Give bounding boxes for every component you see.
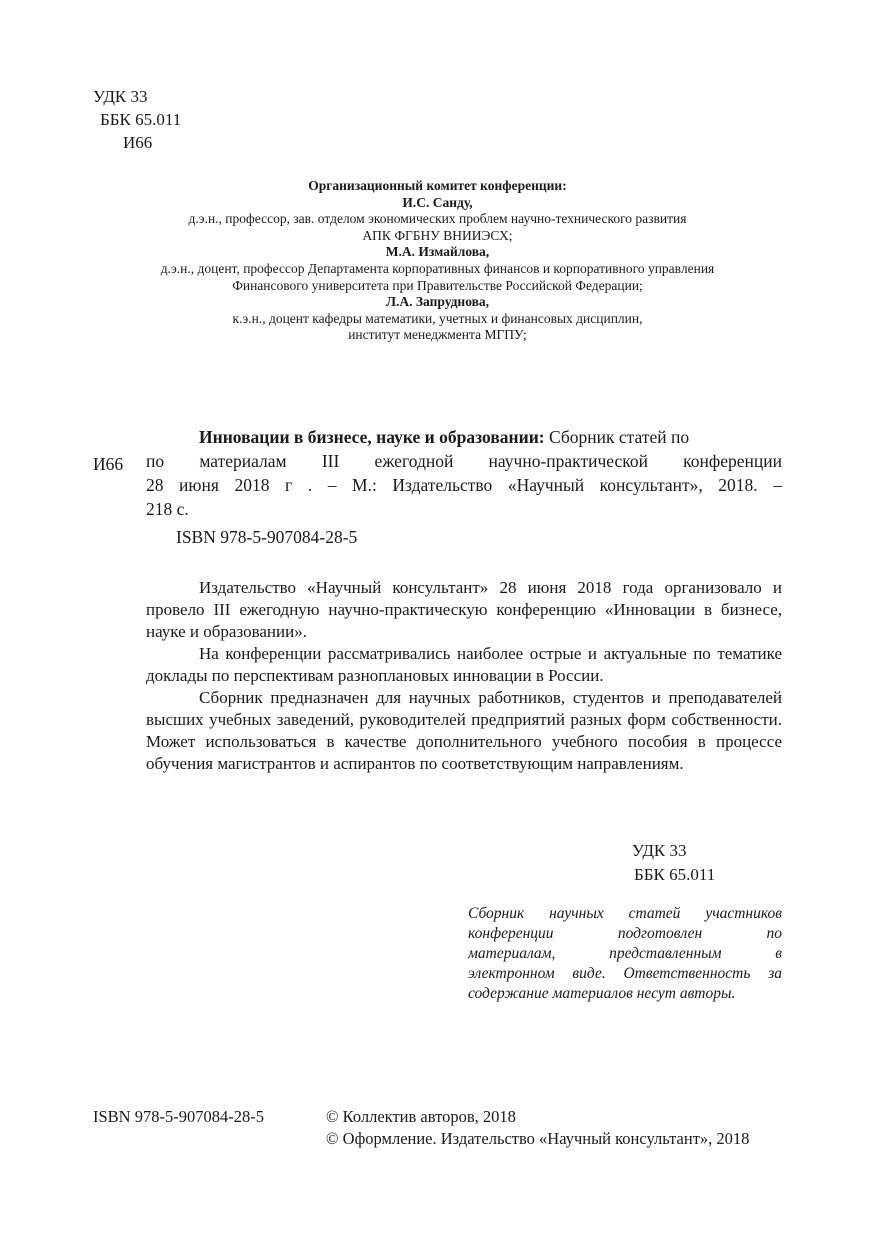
note-line: Сборник научных статей участников <box>468 905 782 922</box>
committee-member-name: И.С. Санду, <box>402 194 473 210</box>
bib-author-mark: И66 <box>93 454 124 474</box>
bib-isbn: ISBN 978-5-907084-28-5 <box>176 527 358 547</box>
annotation <box>146 577 782 775</box>
committee-member-position: д.э.н., профессор, зав. отделом экономических проблем научно-технического развития <box>188 211 687 227</box>
bibliographic-record <box>146 425 782 549</box>
bib-title-line <box>146 425 782 449</box>
committee-member-position: д.э.н., доцент, профессор Департамента корпоративных финансов и корпоративного управления <box>160 260 715 276</box>
copyright-authors: © Коллектив авторов, 2018 <box>326 1107 516 1126</box>
bib-line: по материалам III ежегодной научно-практической конференции <box>146 451 782 471</box>
note-line: содержание материалов несут авторы. <box>468 985 736 1002</box>
responsibility-note <box>468 904 782 1004</box>
bib-line: 28 июня 2018 г . – М.: Издательство «Научный консультант», 2018. – <box>146 475 782 495</box>
committee-heading: Организационный комитет конференции: <box>308 178 567 193</box>
annotation-paragraph: Сборник предназначен для научных работников, студентов и преподавателей высших учебных заведений, руководителей предприятий разных форм собственности. Может использоваться в качестве дополнительного учебного пособия в процессе обучения магистрантов и аспирантов по соответствующим направлениям. <box>146 688 782 773</box>
book-subtitle: Сборник статей по <box>544 427 690 447</box>
note-line: электронном виде. Ответственность за <box>468 965 782 982</box>
annotation-paragraph: На конференции рассматривались наиболее острые и актуальные по тематике доклады по перспективам разноплановых инновации в России. <box>146 644 782 685</box>
lower-bbk: ББК 65.011 <box>634 865 716 884</box>
lower-udk: УДК 33 <box>632 841 687 860</box>
copyright-design: © Оформление. Издательство «Научный консультант», 2018 <box>326 1129 750 1148</box>
committee-member-name: М.А. Измайлова, <box>385 244 490 260</box>
annotation-paragraph: Издательство «Научный консультант» 28 июня 2018 года организовало и провело III ежегодную научно-практическую конференцию «Инновации в бизнесе, науке и образовании». <box>146 578 782 641</box>
committee-member-name: Л.А. Запруднова, <box>385 294 490 310</box>
committee-block <box>60 178 815 344</box>
top-udk: УДК 33 <box>93 87 148 106</box>
committee-member-position: АПК ФГБНУ ВНИИЭСХ; <box>362 227 513 243</box>
committee-member-position: институт менеджмента МГПУ; <box>348 327 527 343</box>
note-line: конференции подготовлен по <box>468 925 782 942</box>
book-title: Инновации в бизнесе, науке и образовании: <box>199 427 545 447</box>
top-bbk: ББК 65.011 <box>100 110 182 129</box>
committee-member-position: Финансового университета при Правительстве Российской Федерации; <box>232 277 643 293</box>
footer-isbn: ISBN 978-5-907084-28-5 <box>93 1107 264 1126</box>
committee-member-position: к.э.н., доцент кафедры математики, учетных и финансовых дисциплин, <box>232 310 643 326</box>
bib-pages: 218 с. <box>146 499 189 519</box>
note-line: материалам, представленным в <box>468 945 782 962</box>
top-author-mark: И66 <box>123 133 153 152</box>
